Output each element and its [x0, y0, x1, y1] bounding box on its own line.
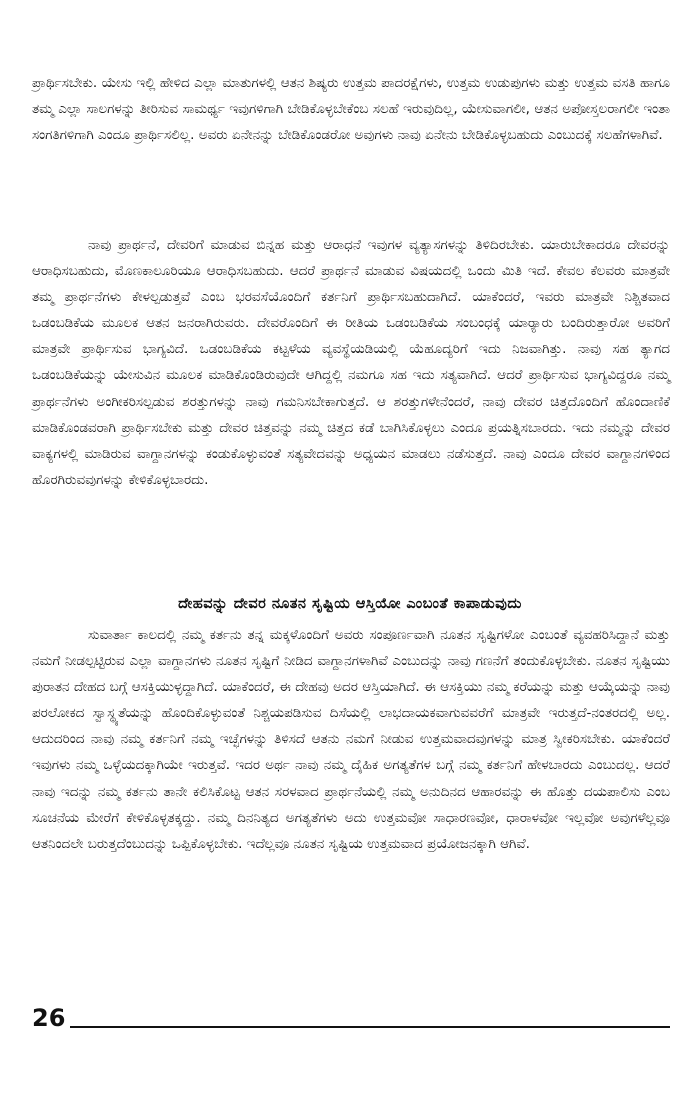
- body-paragraph: ಸುವಾರ್ತಾ ಕಾಲದಲ್ಲಿ ನಮ್ಮ ಕರ್ತನು ತನ್ನ ಮಕ್ಕಳೊಂದಿಗೆ ಅವರು ಸಂಪೂರ್ಣವಾಗಿ ನೂತನ ಸೃಷ್ಟಿಗಳೋ ಎಂಬಂತೆ ವ್ಯವಹರಿಸಿದ್ದಾನೆ ಮತ್ತು ನಮಗೆ ನೀಡಲ್ಪಟ್ಟಿರುವ ಎಲ್ಲಾ ವಾಗ್ದಾನಗಳು ನೂತನ ಸೃಷ್ಟಿಗೆ ನೀಡಿದ ವಾಗ್ದಾನಗಳಾಗಿವೆ ಎಂಬುದನ್ನು ನಾವು ಗಣನೆಗೆ ತಂದುಕೊಳ್ಳಬೇಕು. ನೂತನ ಸೃಷ್ಟಿಯು ಪುರಾತನ ದೇಹದ ಬಗ್ಗೆ ಆಸಕ್ತಿಯುಳ್ಳದ್ದಾಗಿದೆ. ಯಾಕೆಂದರೆ, ಈ ದೇಹವು ಅದರ ಆಸ್ತಿಯಾಗಿದೆ. ಈ ಆಸಕ್ತಿಯು ನಮ್ಮ ಕರೆಯನ್ನು ಮತ್ತು ಆಯ್ಕೆಯನ್ನು ನಾವು ಪರಲೋಕದ ಸ್ವಾಸ್ಥ್ಯತೆಯನ್ನು ಹೊಂದಿಕೊಳ್ಳುವಂತೆ ನಿಶ್ಚಯಪಡಿಸುವ ದಿಸೆಯಲ್ಲಿ ಲಾಭದಾಯಕವಾಗುವವರೆಗೆ ಮಾತ್ರವೇ ಇರುತ್ತದೆ-ನಂತರದಲ್ಲಿ ಅಲ್ಲ. ಆದುದರಿಂದ ನಾವು ನಮ್ಮ ಕರ್ತನಿಗೆ ನಮ್ಮ ಇಚ್ಛೆಗಳನ್ನು ತಿಳಿಸದೆ ಆತನು ನಮಗೆ ನೀಡುವ ಉತ್ತಮವಾದವುಗಳನ್ನು ಮಾತ್ರ ಸ್ವೀಕರಿಸಬೇಕು. ಯಾಕೆಂದರೆ ಇವುಗಳು ನಮ್ಮ ಒಳ್ಳೆಯದಕ್ಕಾಗಿಯೇ ಇರುತ್ತವೆ. ಇದರ ಅರ್ಥ ನಾವು ನಮ್ಮ ದೈಹಿಕ ಅಗತ್ಯತೆಗಳ ಬಗ್ಗೆ ನಮ್ಮ ಕರ್ತನಿಗೆ ಹೇಳಬಾರದು ಎಂಬುದಲ್ಲ. ಆದರೆ ನಾವು ಇದನ್ನು ನಮ್ಮ ಕರ್ತನು ತಾನೇ ಕಲಿಸಿಕೊಟ್ಟ ಆತನ ಸರಳವಾದ ಪ್ರಾರ್ಥನೆಯಲ್ಲಿ ನಮ್ಮ ಅನುದಿನದ ಆಹಾರವನ್ನು ಈ ಹೊತ್ತು ದಯಪಾಲಿಸು ಎಂಬ ಸೂಚನೆಯ ಮೇರೆಗೆ ಕೇಳಿಕೊಳ್ಳತಕ್ಕದ್ದು. ನಮ್ಮ ದಿನನಿತ್ಯದ ಅಗತ್ಯತೆಗಳು ಅದು ಉತ್ತಮವೋ ಸಾಧಾರಣವೋ, ಧಾರಾಳವೋ ಇಲ್ಲವೋ ಅವುಗಳೆಲ್ಲವೂ ಆತನಿಂದಲೇ ಬರುತ್ತದೆಂಬುದನ್ನು ಒಪ್ಪಿಕೊಳ್ಳಬೇಕು. ಇದೆಲ್ಲವೂ ನೂತನ ಸೃಷ್ಟಿಯ ಉತ್ತಮವಾದ ಪ್ರಯೋಜನಕ್ಕಾಗಿ ಆಗಿವೆ.: [32, 627, 670, 852]
- footer-rule: [70, 1026, 670, 1028]
- section-heading: ದೇಹವನ್ನು ದೇವರ ನೂತನ ಸೃಷ್ಟಿಯ ಆಸ್ತಿಯೋ ಎಂಬಂತೆ ಕಾಪಾಡುವುದು: [178, 596, 522, 612]
- body-paragraph: ಪ್ರಾರ್ಥಿಸಬೇಕು. ಯೇಸು ಇಲ್ಲಿ ಹೇಳಿದ ಎಲ್ಲಾ ಮಾತುಗಳಲ್ಲಿ ಆತನ ಶಿಷ್ಯರು ಉತ್ತಮ ಪಾದರಕ್ಷೆಗಳು, ಉತ್ತಮ ಉಡುಪುಗಳು ಮತ್ತು ಉತ್ತಮ ವಸತಿ ಹಾಗೂ ತಮ್ಮ ಎಲ್ಲಾ ಸಾಲಗಳನ್ನು ತೀರಿಸುವ ಸಾಮರ್ಥ್ಯ ಇವುಗಳಿಗಾಗಿ ಬೇಡಿಕೊಳ್ಳಬೇಕೆಂಬ ಸಲಹೆ ಇರುವುದಿಲ್ಲ, ಯೇಸುವಾಗಲೀ, ಆತನ ಅಪೋಸ್ತಲರಾಗಲೀ ಇಂತಾ ಸಂಗತಿಗಳಿಗಾಗಿ ಎಂದೂ ಪ್ರಾರ್ಥಿಸಲಿಲ್ಲ. ಅವರು ಏನೇನನ್ನು ಬೇಡಿಕೊಂಡರೋ ಅವುಗಳು ನಾವು ಏನೇನು ಬೇಡಿಕೊಳ್ಳಬಹುದು ಎಂಬುದಕ್ಕೆ ಸಲಹೆಗಳಾಗಿವೆ.: [32, 75, 670, 144]
- page-number: 26: [32, 1004, 66, 1032]
- body-paragraph: ನಾವು ಪ್ರಾರ್ಥನೆ, ದೇವರಿಗೆ ಮಾಡುವ ಬಿನ್ನಹ ಮತ್ತು ಆರಾಧನೆ ಇವುಗಳ ವ್ಯತ್ಯಾಸಗಳನ್ನು ತಿಳಿದಿರಬೇಕು. ಯಾರುಬೇಕಾದರೂ ದೇವರನ್ನು ಆರಾಧಿಸಬಹುದು, ಮೊಣಕಾಲೂರಿಯೂ ಆರಾಧಿಸಬಹುದು. ಆದರೆ ಪ್ರಾರ್ಥನೆ ಮಾಡುವ ವಿಷಯದಲ್ಲಿ ಒಂದು ಮಿತಿ ಇದೆ. ಕೇವಲ ಕೆಲವರು ಮಾತ್ರವೇ ತಮ್ಮ ಪ್ರಾರ್ಥನೆಗಳು ಕೇಳಲ್ಪಡುತ್ತವೆ ಎಂಬ ಭರವಸೆಯೊಂದಿಗೆ ಕರ್ತನಿಗೆ ಪ್ರಾರ್ಥಿಸಬಹುದಾಗಿದೆ. ಯಾಕೆಂದರೆ, ಇವರು ಮಾತ್ರವೇ ನಿಶ್ಚಿತವಾದ ಒಡಂಬಡಿಕೆಯ ಮೂಲಕ ಆತನ ಜನರಾಗಿರುವರು. ದೇವರೊಂದಿಗೆ ಈ ರೀತಿಯ ಒಡಂಬಡಿಕೆಯ ಸಂಬಂಧಕ್ಕೆ ಯಾರ್‍ಯಾರು ಬಂದಿರುತ್ತಾರೋ ಅವರಿಗೆ ಮಾತ್ರವೇ ಪ್ರಾರ್ಥಿಸುವ ಭಾಗ್ಯವಿದೆ. ಒಡಂಬಡಿಕೆಯ ಕಟ್ಟಳೆಯ ವ್ಯವಸ್ಥೆಯಡಿಯಲ್ಲಿ ಯೆಹೂದ್ಯರಿಗೆ ಇದು ನಿಜವಾಗಿತ್ತು. ನಾವು ಸಹ ತ್ಯಾಗದ ಒಡಂಬಡಿಕೆಯನ್ನು ಯೇಸುವಿನ ಮೂಲಕ ಮಾಡಿಕೊಂಡಿರುವುದೇ ಆಗಿದ್ದಲ್ಲಿ ನಮಗೂ ಸಹ ಇದು ಸತ್ಯವಾಗಿದೆ. ಆದರೆ ಪ್ರಾರ್ಥಿಸುವ ಭಾಗ್ಯವಿದ್ದರೂ ನಮ್ಮ ಪ್ರಾರ್ಥನೆಗಳು ಅಂಗೀಕರಿಸಲ್ಪಡುವ ಶರತ್ತುಗಳನ್ನು ನಾವು ಗಮನಿಸಬೇಕಾಗುತ್ತದೆ. ಆ ಶರತ್ತುಗಳೇನೆಂದರೆ, ನಾವು ದೇವರ ಚಿತ್ತದೊಂದಿಗೆ ಹೊಂದಾಣಿಕೆ ಮಾಡಿಕೊಂಡವರಾಗಿ ಪ್ರಾರ್ಥಿಸಬೇಕು ಮತ್ತು ದೇವರ ಚಿತ್ತವನ್ನು ನಮ್ಮ ಚಿತ್ತದ ಕಡೆ ಬಾಗಿಸಿಕೊಳ್ಳಲು ಎಂದೂ ಪ್ರಯತ್ನಿಸಬಾರದು. ಇದು ನಮ್ಮನ್ನು ದೇವರ ವಾಕ್ಯಗಳಲ್ಲಿ ಮಾಡಿರುವ ವಾಗ್ದಾನಗಳನ್ನು ಕಂಡುಕೊಳ್ಳುವಂತೆ ಸತ್ಯವೇದವನ್ನು ಅಧ್ಯಯನ ಮಾಡಲು ನಡೆಸುತ್ತದೆ. ನಾವು ಎಂದೂ ದೇವರ ವಾಗ್ದಾನಗಳಿಂದ ಹೊರಗಿರುವವುಗಳನ್ನು ಕೇಳಿಕೊಳ್ಳಬಾರದು.: [32, 237, 670, 488]
